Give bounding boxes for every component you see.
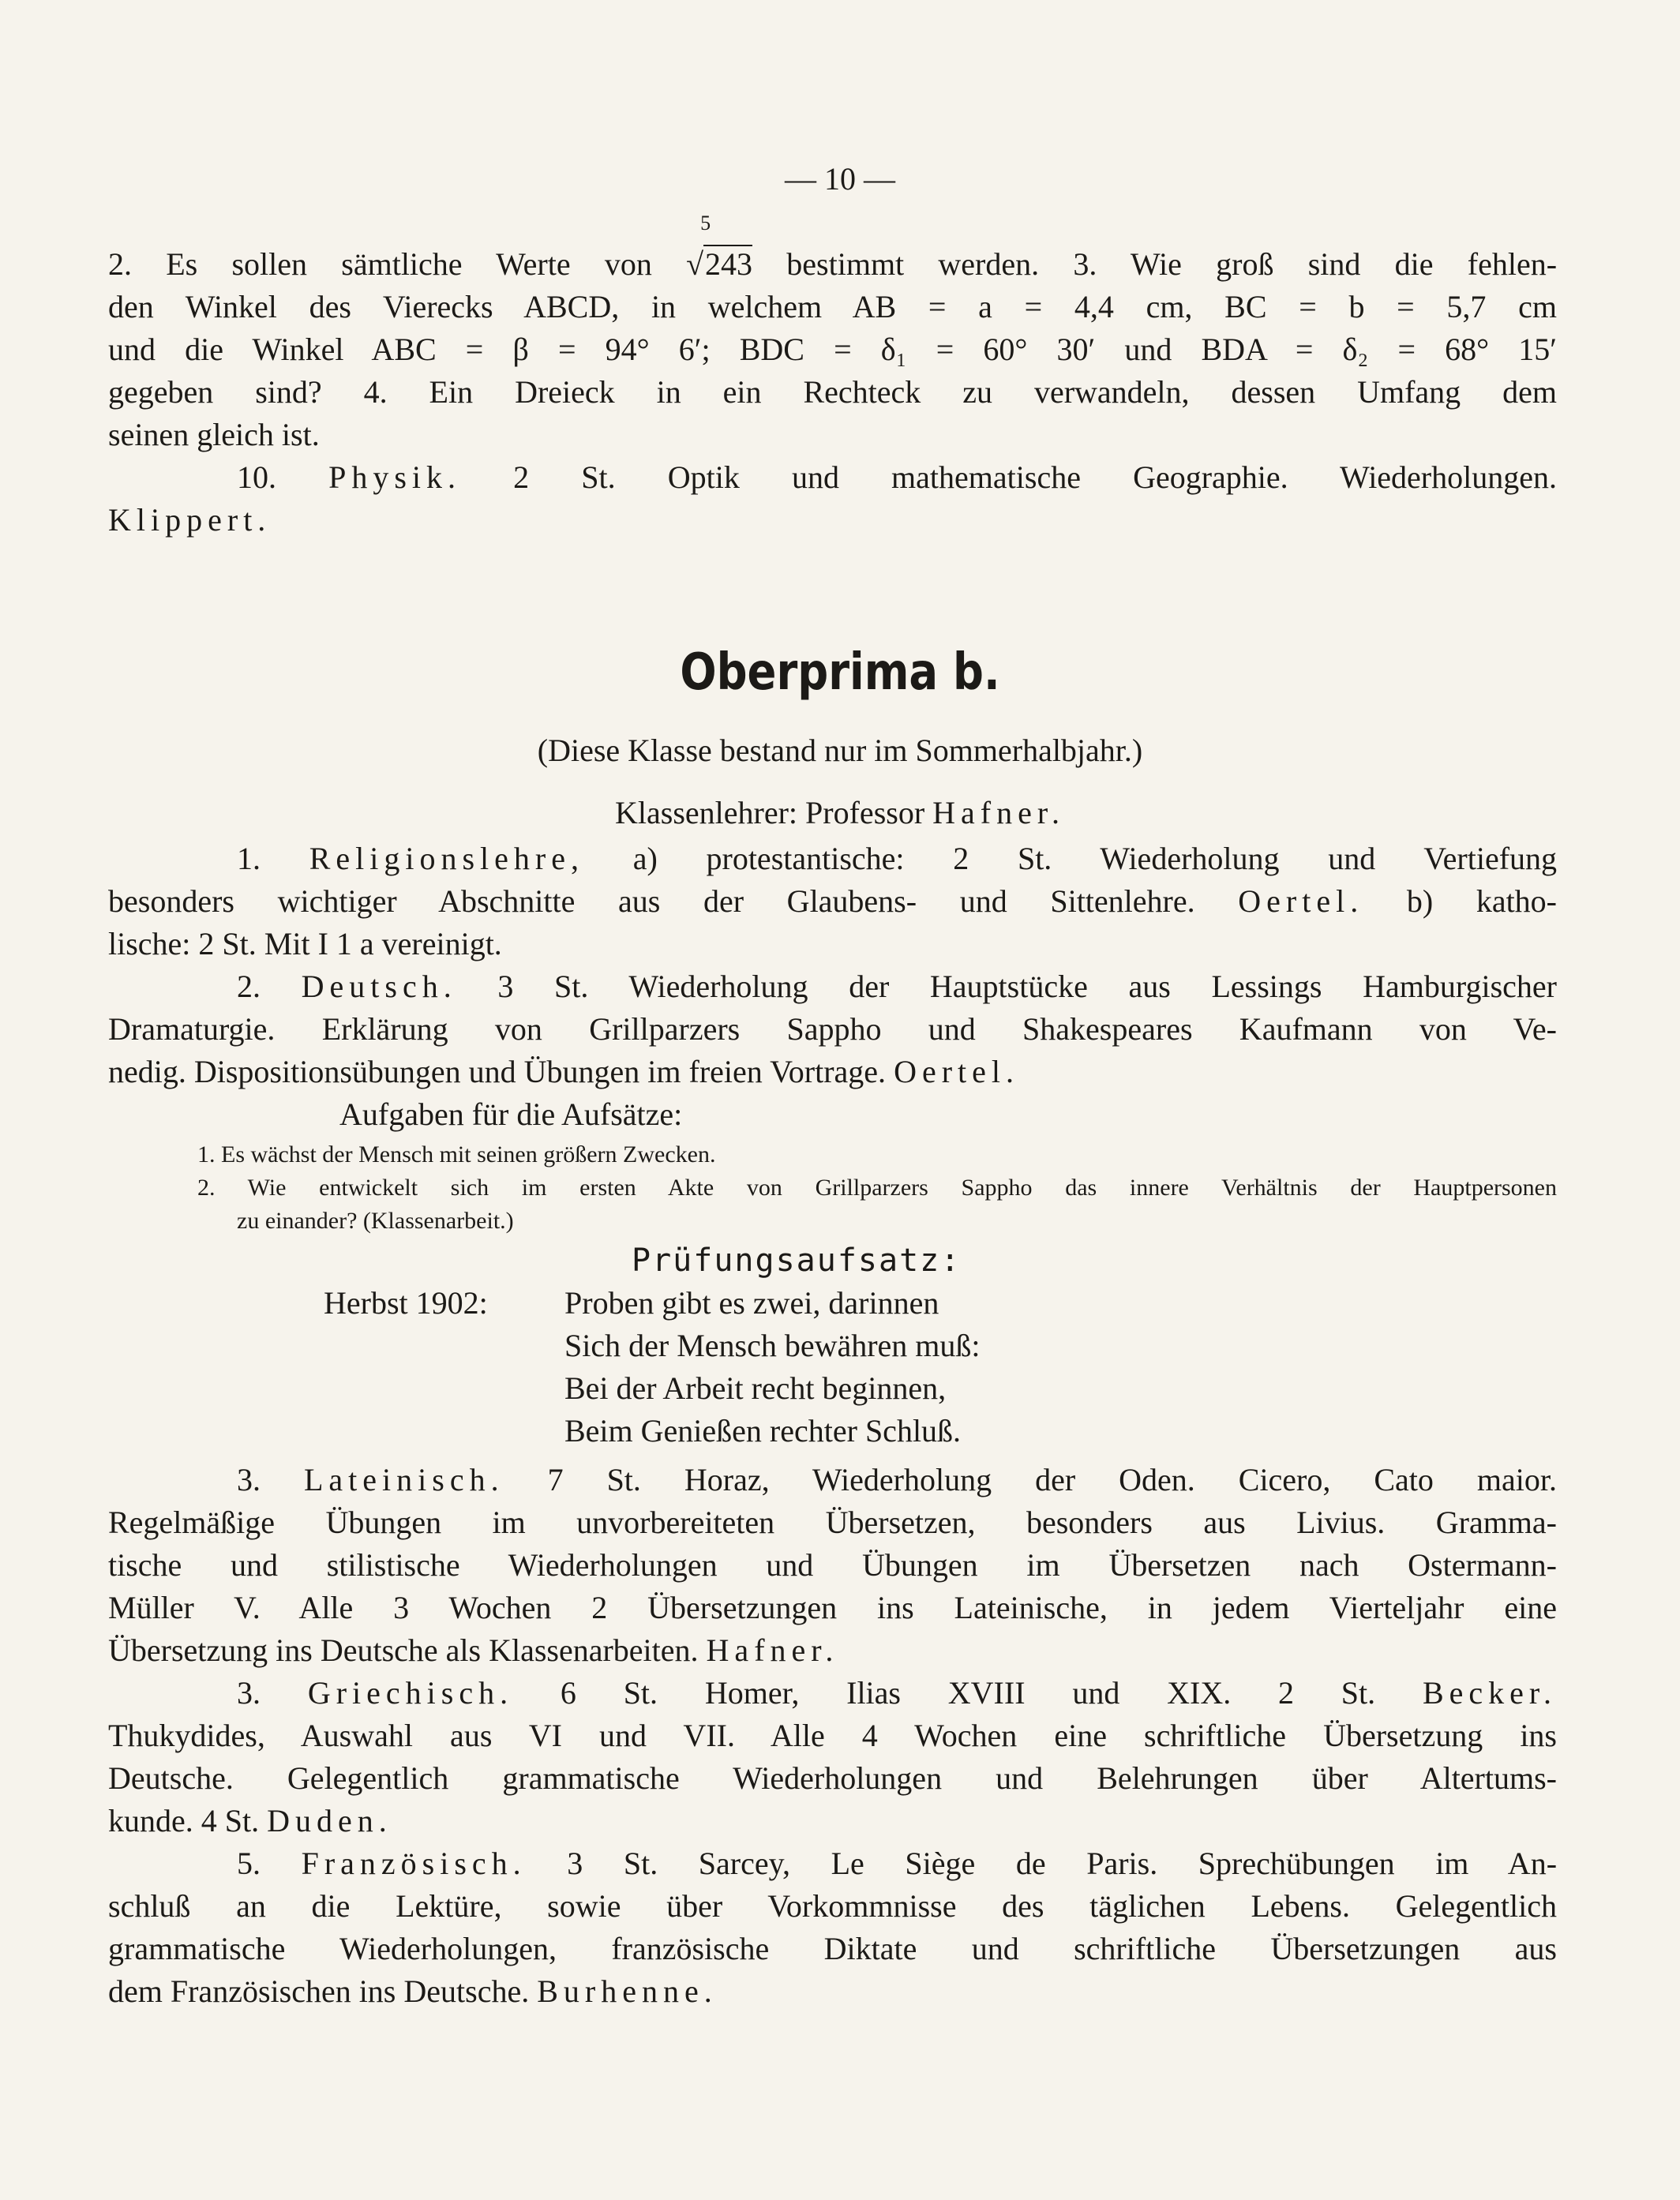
aufgabe-item-2: 2. Wie entwickelt sich im ersten Akte von Grillparzers Sappho das innere Verhältnis der Hauptpersonen [197,1175,1557,1201]
aufgabe-item-1: 1. Es wächst der Mensch mit seinen größern Zwecken. [197,1141,716,1167]
religion-subject: Religionslehre, [309,841,584,876]
griechisch-line-1 [237,1672,1557,1715]
griechisch-subject: Griechisch. [307,1675,514,1711]
verse-line-2: Sich der Mensch bewähren muß: [564,1328,981,1363]
math-line-1-post: bestimmt werden. 3. Wie groß sind die fehlen- [786,246,1558,282]
section-title: Oberprima b. [680,643,1000,702]
physik-teacher: Klippert. [108,502,272,538]
physik-subject: Physik. [328,459,462,495]
math-line-4: gegeben sind? 4. Ein Dreieck in ein Rechteck zu verwandeln, dessen Umfang dem [108,374,1557,410]
radicand: 243 [705,246,753,282]
fifth-root-expression [686,212,753,286]
franzoesisch-line-3: grammatische Wiederholungen, französische Diktate und schriftliche Übersetzungen aus [108,1931,1557,1966]
religion-number: 1. [237,841,261,876]
deutsch-line-3: nedig. Dispositionsübungen und Übungen im freien Vortrage. Oertel. [108,1054,1020,1089]
religion-line-1 [237,838,1557,880]
deutsch-number: 2. [237,969,261,1004]
latein-line-3: tische und stilistische Wiederholungen und Übungen im Übersetzen nach Ostermann- [108,1547,1557,1583]
class-teacher-label: Klassenlehrer: Professor [615,795,925,830]
religion-teacher: Oertel. [1238,883,1364,919]
franzoesisch-teacher: Burhenne. [537,1973,718,2009]
physik-number: 10. [237,459,276,495]
page-number: — 10 — [785,161,895,197]
latein-description: 7 St. Horaz, Wiederholung der Oden. Cicero, Cato maior. [547,1462,1557,1497]
griechisch-line-3: Deutsche. Gelegentlich grammatische Wiederholungen und Belehrungen über Altertums- [108,1760,1557,1796]
latein-number: 3. [237,1462,261,1497]
verse-line-4: Beim Genießen rechter Schluß. [564,1413,962,1449]
physik-description: 2 St. Optik und mathematische Geographie. Wiederholungen. [513,459,1557,495]
class-teacher [0,792,1680,834]
math-line-3: und die Winkel ABC = β = 94° 6′; BDC = δ₁ = 60° 30′ und BDA = δ₂ = 68° 15′ [108,332,1557,367]
deutsch-subject: Deutsch. [301,969,457,1004]
pruefung-date: Herbst 1902: [324,1285,488,1321]
griechisch-number: 3. [237,1675,261,1711]
verse-line-3: Bei der Arbeit recht beginnen, [564,1370,947,1406]
radical-sign-icon: √ [686,246,704,282]
root-index: 5 [700,212,711,234]
deutsch-line-2: Dramaturgie. Erklärung von Grillparzers Sappho und Shakespeares Kaufmann von Ve- [108,1011,1557,1047]
class-note: (Diese Klasse bestand nur im Sommerhalbjahr.) [537,733,1143,768]
religion-line-2: besonders wichtiger Abschnitte aus der Glaubens- und Sittenlehre. Oertel. b) katho- [108,883,1558,919]
franzoesisch-number: 5. [237,1846,261,1881]
physik-line-1 [237,456,1557,499]
griechisch-description: 6 St. Homer, Ilias XVIII und XIX. 2 St. [560,1675,1376,1711]
franzoesisch-description: 3 St. Sarcey, Le Siège de Paris. Sprechübungen im An- [567,1846,1558,1881]
griechisch-teacher-1: Becker. [1422,1675,1558,1711]
latein-line-4: Müller V. Alle 3 Wochen 2 Übersetzungen ins Lateinische, in jedem Vierteljahr eine [108,1590,1557,1625]
deutsch-description: 3 St. Wiederholung der Hauptstücke aus Lessings Hamburgischer [497,969,1557,1004]
franzoesisch-subject: Französisch. [301,1846,527,1881]
deutsch-teacher: Oertel. [894,1054,1020,1089]
franzoesisch-line-4: dem Französischen ins Deutsche. Burhenne. [108,1973,718,2009]
franzoesisch-line-1 [237,1842,1557,1885]
pruefung-heading: Prüfungsaufsatz: [632,1242,962,1279]
latein-line-2: Regelmäßige Übungen im unvorbereiteten Übersetzen, besonders aus Livius. Gramma- [108,1505,1557,1540]
math-line-5: seinen gleich ist. [108,417,320,452]
aufgabe-item-2-cont: zu einander? (Klassenarbeit.) [237,1208,514,1234]
religion-description: a) protestantische: 2 St. Wiederholung und Vertiefung [632,841,1558,876]
aufgaben-heading: Aufgaben für die Aufsätze: [339,1096,683,1132]
verse-line-1: Proben gibt es zwei, darinnen [564,1285,939,1321]
religion-line-3: lische: 2 St. Mit I 1 a vereinigt. [108,926,502,961]
latein-teacher: Hafner. [706,1632,839,1668]
class-teacher-name: Hafner. [932,795,1065,830]
math-line-1-pre: 2. Es sollen sämtliche Werte von [108,246,652,282]
griechisch-line-4: kunde. 4 St. Duden. [108,1803,392,1838]
math-line-2: den Winkel des Vierecks ABCD, in welchem AB = a = 4,4 cm, BC = b = 5,7 cm [108,289,1557,324]
griechisch-line-2: Thukydides, Auswahl aus VI und VII. Alle 4 Wochen eine schriftliche Übersetzung ins [108,1718,1557,1753]
griechisch-teacher-2: Duden. [267,1803,392,1838]
franzoesisch-line-2: schluß an die Lektüre, sowie über Vorkommnisse des täglichen Lebens. Gelegentlich [108,1888,1557,1924]
math-line-1 [108,212,1558,286]
latein-line-1 [237,1459,1557,1501]
deutsch-line-1 [237,965,1557,1008]
latein-line-5: Übersetzung ins Deutsche als Klassenarbeiten. Hafner. [108,1632,839,1668]
latein-subject: Lateinisch. [303,1462,504,1497]
